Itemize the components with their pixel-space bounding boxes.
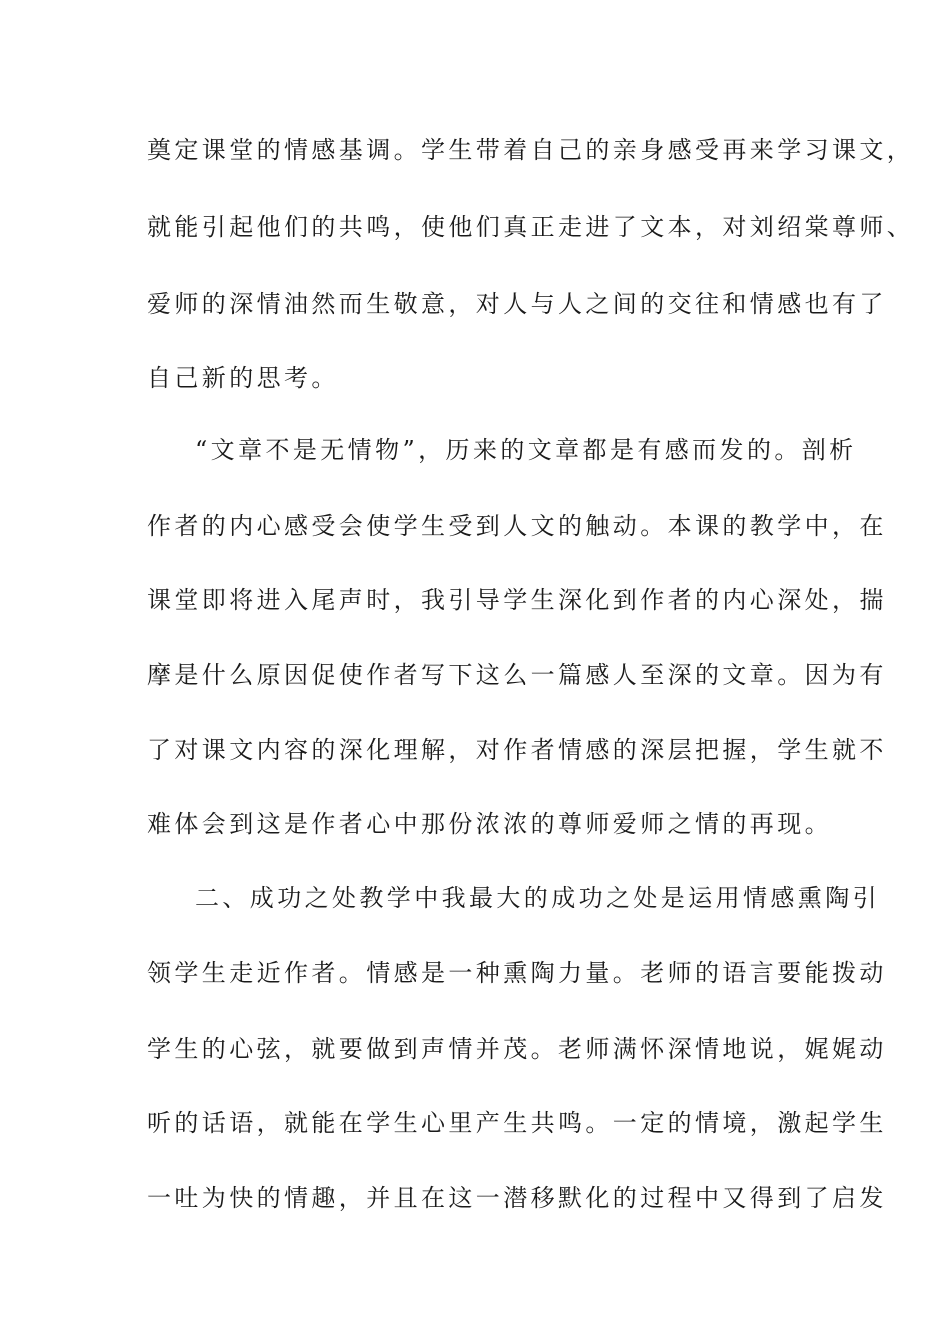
text-line: 奠定课堂的情感基调。学生带着自己的亲身感受再来学习课文， — [147, 136, 915, 164]
text-line: 难体会到这是作者心中那份浓浓的尊师爱师之情的再现。 — [147, 810, 832, 838]
text-line: 自己新的思考。 — [147, 364, 339, 392]
text-line: 就能引起他们的共鸣，使他们真正走进了文本，对刘绍棠尊师、 — [147, 213, 915, 241]
text-line: 摩是什么原因促使作者写下这么一篇感人至深的文章。因为有 — [147, 661, 887, 689]
paragraph-first-line: 二、成功之处教学中我最大的成功之处是运用情感熏陶引 — [195, 884, 880, 912]
text-line: 领学生走近作者。情感是一种熏陶力量。老师的语言要能拨动 — [147, 959, 887, 987]
text-line: 了对课文内容的深化理解，对作者情感的深层把握，学生就不 — [147, 736, 887, 764]
text-line: 听的话语，就能在学生心里产生共鸣。一定的情境，激起学生 — [147, 1109, 887, 1137]
text-line: 学生的心弦，就要做到声情并茂。老师满怀深情地说，娓娓动 — [147, 1035, 887, 1063]
text-line: 课堂即将进入尾声时，我引导学生深化到作者的内心深处，揣 — [147, 586, 887, 614]
paragraph-first-line: “文章不是无情物”，历来的文章都是有感而发的。剖析 — [195, 436, 857, 464]
text-line: 作者的内心感受会使学生受到人文的触动。本课的教学中，在 — [147, 512, 887, 540]
text-line: 爱师的深情油然而生敬意，对人与人之间的交往和情感也有了 — [147, 290, 887, 318]
text-line: 一吐为快的情趣，并且在这一潜移默化的过程中又得到了启发 — [147, 1184, 887, 1212]
